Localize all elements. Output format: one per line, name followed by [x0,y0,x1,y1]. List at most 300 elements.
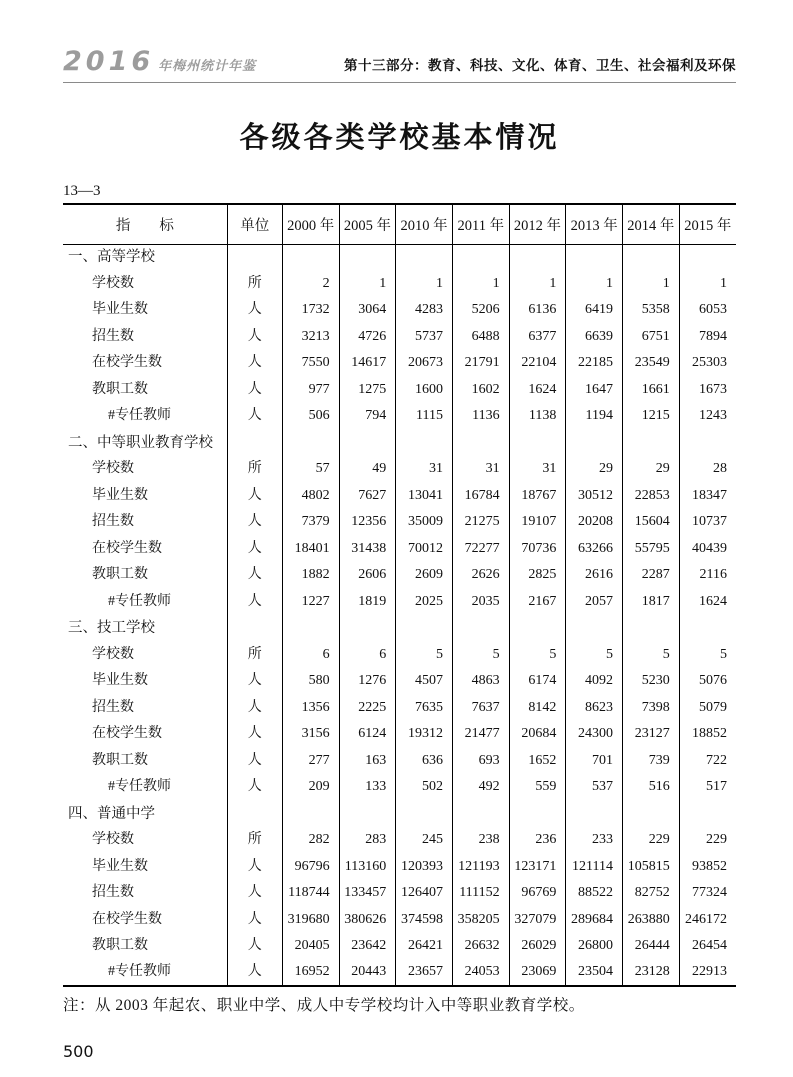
value-cell [566,801,623,828]
value-cell [282,615,339,642]
value-cell: 636 [396,748,453,775]
value-cell: 31 [396,456,453,483]
value-cell [282,430,339,457]
value-cell: 7635 [396,695,453,722]
value-cell: 517 [679,774,736,801]
table-row [63,960,736,987]
table-row [63,324,736,351]
table-number: 13—3 [63,183,101,199]
value-cell: 5079 [679,695,736,722]
value-cell: 4283 [396,297,453,324]
value-cell: 77324 [679,880,736,907]
table-row [63,854,736,881]
value-cell: 3064 [339,297,396,324]
value-cell: 111152 [452,880,509,907]
value-cell: 6174 [509,668,566,695]
value-cell: 722 [679,748,736,775]
value-cell: 22913 [679,960,736,987]
row-label-cell: 学校数 [92,646,134,662]
value-cell [396,244,453,271]
column-header: 2000 年 [282,204,339,244]
unit-cell: 人 [227,668,282,695]
value-cell: 96796 [282,854,339,881]
unit-cell: 所 [227,827,282,854]
value-cell: 1 [339,271,396,298]
value-cell: 6377 [509,324,566,351]
value-cell: 55795 [623,536,680,563]
value-cell [679,244,736,271]
value-cell: 20208 [566,509,623,536]
value-cell: 319680 [282,907,339,934]
value-cell: 2116 [679,562,736,589]
value-cell: 1624 [509,377,566,404]
unit-cell: 人 [227,695,282,722]
table-row [63,562,736,589]
value-cell: 10737 [679,509,736,536]
value-cell: 35009 [396,509,453,536]
row-label-cell: 二、中等职业教育学校 [68,434,213,451]
unit-cell: 人 [227,854,282,881]
row-label-cell: 在校学生数 [92,726,162,742]
unit-cell [227,430,282,457]
value-cell [509,615,566,642]
value-cell [566,615,623,642]
value-cell: 96769 [509,880,566,907]
value-cell: 7627 [339,483,396,510]
value-cell: 5076 [679,668,736,695]
value-cell [566,430,623,457]
unit-cell: 人 [227,350,282,377]
value-cell: 26632 [452,933,509,960]
table-row [63,880,736,907]
value-cell: 739 [623,748,680,775]
column-header: 2005 年 [339,204,396,244]
column-header: 2013 年 [566,204,623,244]
table-row [63,350,736,377]
value-cell: 120393 [396,854,453,881]
value-cell: 57 [282,456,339,483]
value-cell: 1647 [566,377,623,404]
table-row [63,748,736,775]
unit-cell [227,615,282,642]
value-cell: 6 [282,642,339,669]
value-cell: 977 [282,377,339,404]
value-cell: 23127 [623,721,680,748]
value-cell: 1276 [339,668,396,695]
value-cell: 7379 [282,509,339,536]
value-cell: 4507 [396,668,453,695]
row-label-cell: 在校学生数 [92,540,162,556]
value-cell: 209 [282,774,339,801]
value-cell: 19107 [509,509,566,536]
page-title: 各级各类学校基本情况 [239,122,560,154]
row-label-cell: 教职工数 [92,567,148,583]
row-label-cell: 招生数 [92,699,134,715]
value-cell: 82752 [623,880,680,907]
unit-cell: 人 [227,536,282,563]
value-cell: 380626 [339,907,396,934]
value-cell: 1243 [679,403,736,430]
page-number: 500 [63,1042,94,1061]
value-cell: 22185 [566,350,623,377]
unit-cell: 人 [227,483,282,510]
value-cell: 7550 [282,350,339,377]
value-cell: 16952 [282,960,339,987]
value-cell: 6639 [566,324,623,351]
value-cell: 19312 [396,721,453,748]
value-cell [396,615,453,642]
value-cell: 105815 [623,854,680,881]
value-cell: 5230 [623,668,680,695]
table-row [63,642,736,669]
value-cell: 1673 [679,377,736,404]
value-cell: 2606 [339,562,396,589]
value-cell: 502 [396,774,453,801]
value-cell: 40439 [679,536,736,563]
column-header: 2015 年 [679,204,736,244]
running-head [63,46,736,83]
row-label-cell: 四、普通中学 [68,805,155,822]
value-cell: 21477 [452,721,509,748]
value-cell: 1115 [396,403,453,430]
row-label-cell: 教职工数 [92,752,148,768]
value-cell: 5 [679,642,736,669]
value-cell: 3213 [282,324,339,351]
value-cell: 21791 [452,350,509,377]
value-cell: 20405 [282,933,339,960]
column-header: 2014 年 [623,204,680,244]
table-row [63,907,736,934]
value-cell: 18767 [509,483,566,510]
value-cell [679,430,736,457]
value-cell: 20684 [509,721,566,748]
unit-cell: 所 [227,271,282,298]
value-cell: 23504 [566,960,623,987]
value-cell: 93852 [679,854,736,881]
value-cell: 6053 [679,297,736,324]
unit-cell: 人 [227,748,282,775]
value-cell: 49 [339,456,396,483]
value-cell: 506 [282,403,339,430]
unit-cell: 人 [227,297,282,324]
value-cell: 327079 [509,907,566,934]
value-cell [509,430,566,457]
row-label-cell: #专任教师 [108,593,171,609]
value-cell: 22104 [509,350,566,377]
row-label-cell: #专任教师 [108,408,171,424]
column-header: 单位 [227,204,282,244]
section-row [63,244,736,271]
value-cell: 229 [623,827,680,854]
value-cell: 8142 [509,695,566,722]
unit-cell: 人 [227,324,282,351]
value-cell [339,801,396,828]
value-cell: 2 [282,271,339,298]
value-cell: 30512 [566,483,623,510]
value-cell [339,244,396,271]
value-cell: 2287 [623,562,680,589]
unit-cell: 人 [227,509,282,536]
value-cell [339,615,396,642]
value-cell [623,430,680,457]
row-label-cell: 毕业生数 [92,858,148,874]
table-body [63,244,736,986]
value-cell: 18852 [679,721,736,748]
value-cell: 516 [623,774,680,801]
value-cell: 2035 [452,589,509,616]
value-cell: 121193 [452,854,509,881]
value-cell: 70736 [509,536,566,563]
value-cell: 3156 [282,721,339,748]
value-cell [679,615,736,642]
table-header-row [63,204,736,244]
row-label-cell: 毕业生数 [92,673,148,689]
value-cell [339,430,396,457]
value-cell: 559 [509,774,566,801]
value-cell: 238 [452,827,509,854]
value-cell: 29 [566,456,623,483]
unit-cell: 人 [227,589,282,616]
unit-cell: 人 [227,960,282,987]
value-cell: 2225 [339,695,396,722]
row-label-cell: 毕业生数 [92,302,148,318]
value-cell [623,801,680,828]
value-cell: 1652 [509,748,566,775]
value-cell: 1602 [452,377,509,404]
value-cell: 23069 [509,960,566,987]
value-cell: 8623 [566,695,623,722]
table-row [63,456,736,483]
value-cell: 5206 [452,297,509,324]
value-cell: 70012 [396,536,453,563]
value-cell: 4863 [452,668,509,695]
section-row [63,615,736,642]
value-cell: 1732 [282,297,339,324]
value-cell: 7894 [679,324,736,351]
table-row [63,297,736,324]
table-row [63,668,736,695]
row-label-cell: #专任教师 [108,779,171,795]
value-cell: 63266 [566,536,623,563]
value-cell: 1 [509,271,566,298]
table-row [63,933,736,960]
value-cell: 277 [282,748,339,775]
value-cell: 263880 [623,907,680,934]
table-row [63,509,736,536]
unit-cell: 所 [227,642,282,669]
value-cell: 118744 [282,880,339,907]
row-label-cell: 学校数 [92,275,134,291]
column-header: 指 标 [63,204,227,244]
value-cell: 1138 [509,403,566,430]
value-cell: 580 [282,668,339,695]
value-cell [282,244,339,271]
value-cell: 12356 [339,509,396,536]
value-cell: 233 [566,827,623,854]
section-title: 第十三部分：教育、科技、文化、体育、卫生、社会福利及环保 [344,58,736,73]
value-cell [623,615,680,642]
value-cell [452,430,509,457]
value-cell: 289684 [566,907,623,934]
value-cell: 23549 [623,350,680,377]
value-cell: 701 [566,748,623,775]
value-cell: 2825 [509,562,566,589]
row-label-cell: 招生数 [92,328,134,344]
value-cell: 1661 [623,377,680,404]
value-cell: 283 [339,827,396,854]
value-cell: 31438 [339,536,396,563]
unit-cell: 人 [227,403,282,430]
value-cell: 23657 [396,960,453,987]
value-cell: 6 [339,642,396,669]
table-row [63,377,736,404]
value-cell: 29 [623,456,680,483]
table-row [63,774,736,801]
unit-cell: 人 [227,907,282,934]
row-label-cell: 教职工数 [92,381,148,397]
row-label-cell: 三、技工学校 [68,620,155,636]
value-cell: 21275 [452,509,509,536]
value-cell: 1 [623,271,680,298]
value-cell: 2626 [452,562,509,589]
table-row [63,721,736,748]
value-cell: 23642 [339,933,396,960]
table-row [63,483,736,510]
value-cell: 7637 [452,695,509,722]
unit-cell: 人 [227,933,282,960]
value-cell: 6419 [566,297,623,324]
section-row [63,801,736,828]
value-cell: 123171 [509,854,566,881]
yearbook-logo [63,46,256,77]
value-cell: 28 [679,456,736,483]
value-cell: 1882 [282,562,339,589]
value-cell: 26444 [623,933,680,960]
value-cell: 7398 [623,695,680,722]
value-cell: 1819 [339,589,396,616]
value-cell [452,615,509,642]
statistics-table [63,203,736,987]
value-cell: 374598 [396,907,453,934]
value-cell: 5 [566,642,623,669]
value-cell [566,244,623,271]
value-cell: 1 [396,271,453,298]
value-cell: 1275 [339,377,396,404]
value-cell: 537 [566,774,623,801]
value-cell: 16784 [452,483,509,510]
row-label-cell: 在校学生数 [92,355,162,371]
value-cell: 26421 [396,933,453,960]
unit-cell [227,801,282,828]
value-cell: 1356 [282,695,339,722]
value-cell: 236 [509,827,566,854]
logo-suffix-text: 年梅州统计年鉴 [158,59,257,74]
value-cell: 133457 [339,880,396,907]
value-cell: 229 [679,827,736,854]
value-cell: 5737 [396,324,453,351]
table-header [63,204,736,244]
value-cell [396,430,453,457]
column-header: 2010 年 [396,204,453,244]
row-label-cell: #专任教师 [108,964,171,980]
value-cell: 22853 [623,483,680,510]
value-cell: 25303 [679,350,736,377]
value-cell [679,801,736,828]
value-cell: 1136 [452,403,509,430]
value-cell: 15604 [623,509,680,536]
unit-cell: 人 [227,774,282,801]
value-cell: 72277 [452,536,509,563]
value-cell: 2057 [566,589,623,616]
row-label-cell: 学校数 [92,832,134,848]
unit-cell: 人 [227,721,282,748]
value-cell: 2025 [396,589,453,616]
unit-cell: 人 [227,377,282,404]
table-row [63,589,736,616]
value-cell: 126407 [396,880,453,907]
value-cell: 4802 [282,483,339,510]
row-label-cell: 招生数 [92,885,134,901]
column-header: 2011 年 [452,204,509,244]
value-cell: 13041 [396,483,453,510]
value-cell: 1817 [623,589,680,616]
table-row [63,827,736,854]
value-cell: 1227 [282,589,339,616]
value-cell [509,244,566,271]
section-row [63,430,736,457]
footnote: 注：从 2003 年起农、职业中学、成人中专学校均计入中等职业教育学校。 [63,997,585,1014]
value-cell: 133 [339,774,396,801]
value-cell: 26454 [679,933,736,960]
value-cell: 26800 [566,933,623,960]
row-label-cell: 教职工数 [92,938,148,954]
value-cell: 245 [396,827,453,854]
value-cell: 6124 [339,721,396,748]
value-cell: 24300 [566,721,623,748]
value-cell: 88522 [566,880,623,907]
value-cell [509,801,566,828]
value-cell: 1624 [679,589,736,616]
value-cell: 14617 [339,350,396,377]
logo-year-text: 2016 [63,46,155,77]
value-cell: 246172 [679,907,736,934]
value-cell: 2616 [566,562,623,589]
value-cell: 18401 [282,536,339,563]
value-cell: 6136 [509,297,566,324]
value-cell: 1600 [396,377,453,404]
value-cell [452,244,509,271]
unit-cell: 所 [227,456,282,483]
value-cell: 1 [679,271,736,298]
value-cell: 24053 [452,960,509,987]
value-cell: 18347 [679,483,736,510]
value-cell: 1194 [566,403,623,430]
table-row [63,695,736,722]
value-cell: 5 [623,642,680,669]
value-cell: 5 [452,642,509,669]
value-cell: 5 [396,642,453,669]
row-label-cell: 招生数 [92,514,134,530]
value-cell: 6488 [452,324,509,351]
value-cell: 2167 [509,589,566,616]
value-cell: 5 [509,642,566,669]
value-cell [452,801,509,828]
value-cell: 113160 [339,854,396,881]
table-row [63,271,736,298]
value-cell: 6751 [623,324,680,351]
value-cell: 2609 [396,562,453,589]
row-label-cell: 在校学生数 [92,911,162,927]
